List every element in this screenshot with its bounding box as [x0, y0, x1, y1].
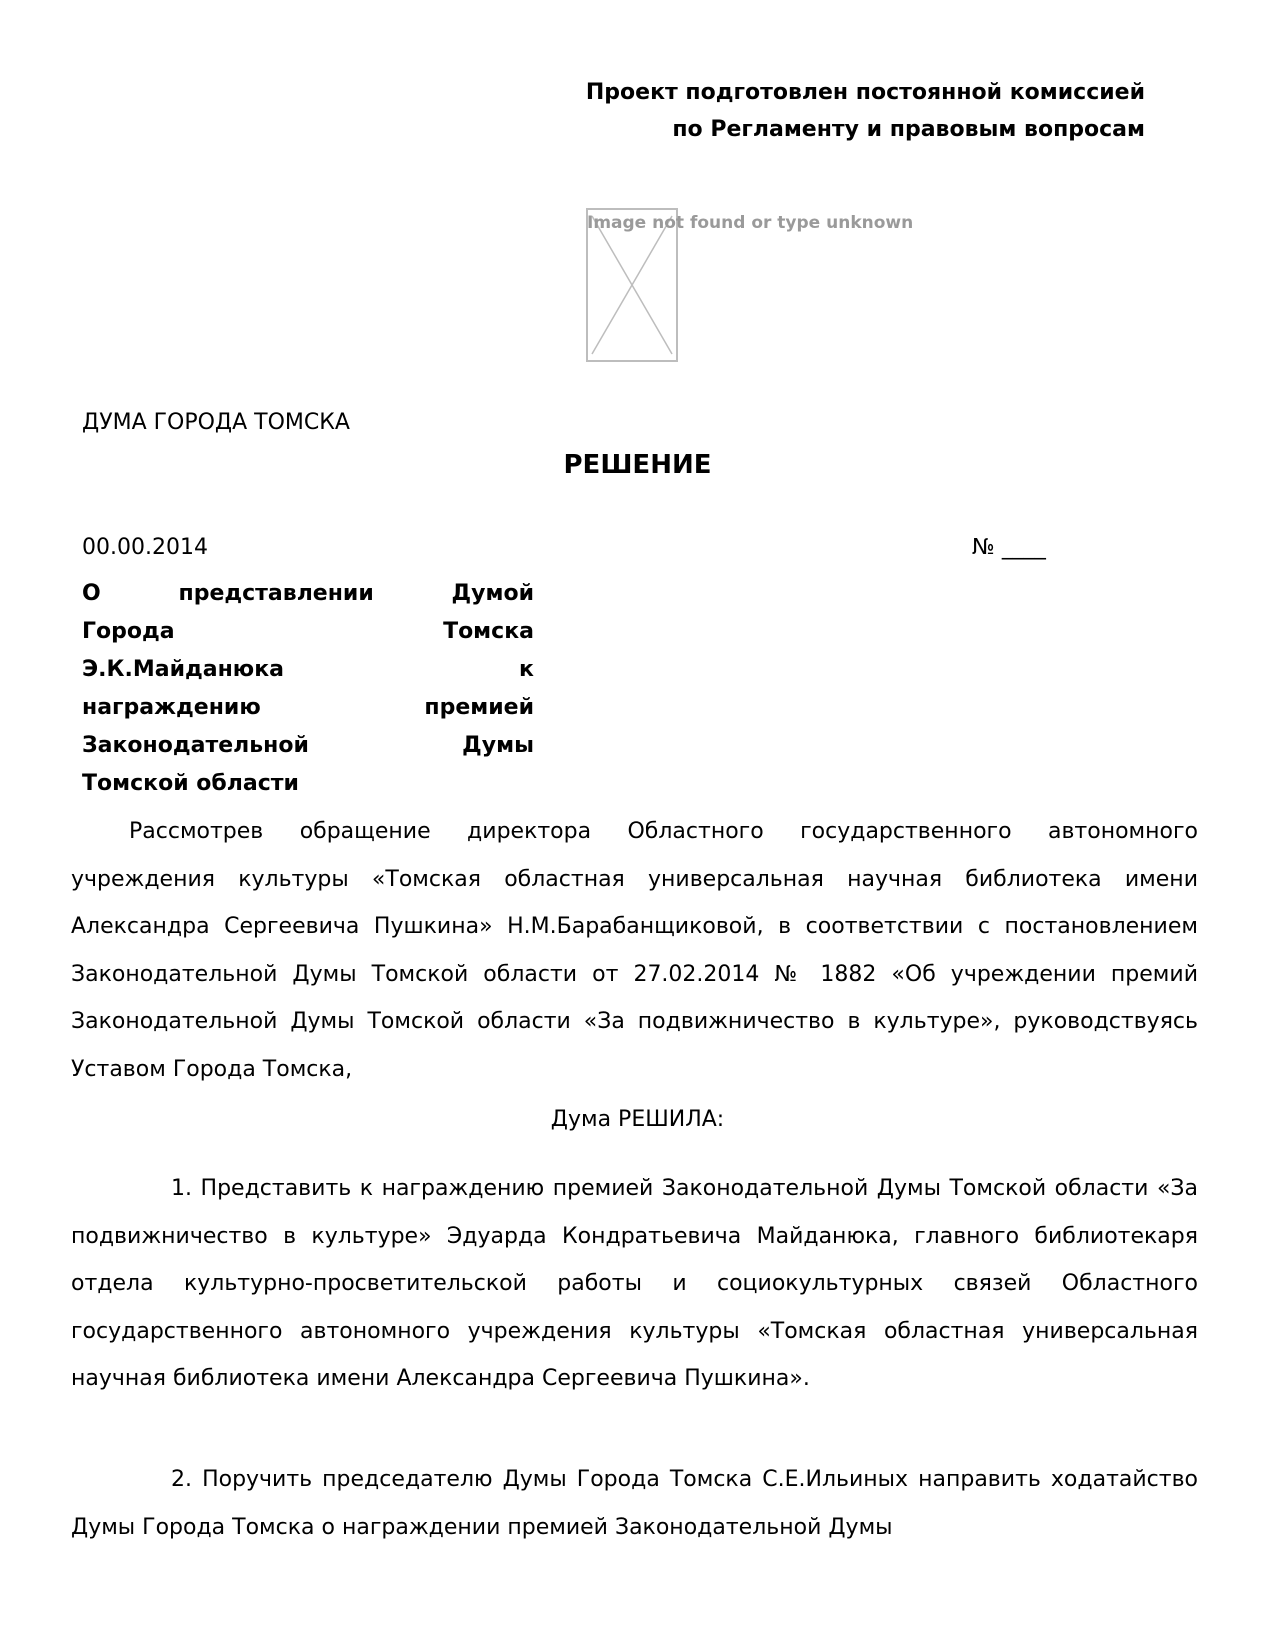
resolution-item-1 [71, 1165, 1198, 1403]
image-alt-text: Image not found or type unknown [587, 213, 914, 233]
subject-line: Законодательной Думы [82, 733, 534, 758]
item-number: 1. [171, 1176, 192, 1201]
header-line-2: по Регламенту и правовым вопросам [672, 117, 1145, 142]
subject-line: Томской области [82, 771, 299, 796]
resolution-heading: Дума РЕШИЛА: [550, 1107, 725, 1132]
document-date: 00.00.2014 [82, 535, 208, 560]
preamble-paragraph: Рассмотрев обращение директора Областного государственного автономного учреждения культуры «Томская областная универсальная научная библиотека имени Александра Сергеевича Пушкина» Н.М.Барабанщиковой, в соответствии с постановлением Законодательной Думы Томской области от 27.02.2014 № 1882 «Об учреждении премий Законодательной Думы Томской области «За подвижничество в культуре», руководствуясь Уставом Города Томска, [71, 819, 1198, 1082]
item-text: Представить к награждению премией Законодательной Думы Томской области «За подвижничество в культуре» Эдуарда Кондратьевича Майданюка, главного библиотекаря отдела культурно-просветительской работы и социокультурных связей Областного государственного автономного учреждения культуры «Томская областная универсальная научная библиотека имени Александра Сергеевича Пушкина». [71, 1176, 1198, 1391]
header-line-1: Проект подготовлен постоянной комиссией [585, 80, 1145, 105]
subject-line: награждению премией [82, 695, 534, 720]
subject-line: О представлении Думой [82, 581, 534, 606]
resolution-item-2 [71, 1456, 1198, 1551]
document-number: № ____ [972, 535, 1046, 560]
subject-line: Города Томска [82, 619, 534, 644]
subject-line: Э.К.Майданюка к [82, 657, 534, 682]
document-title: РЕШЕНИЕ [563, 450, 712, 480]
council-name: ДУМА ГОРОДА ТОМСКА [82, 410, 350, 435]
document-subject [82, 575, 534, 803]
item-number: 2. [171, 1467, 192, 1492]
item-text: Поручить председателю Думы Города Томска С.Е.Ильиных направить ходатайство Думы Города Томска о награждении премией Законодательной Думы [71, 1467, 1199, 1540]
drafting-committee-note [445, 74, 1145, 148]
